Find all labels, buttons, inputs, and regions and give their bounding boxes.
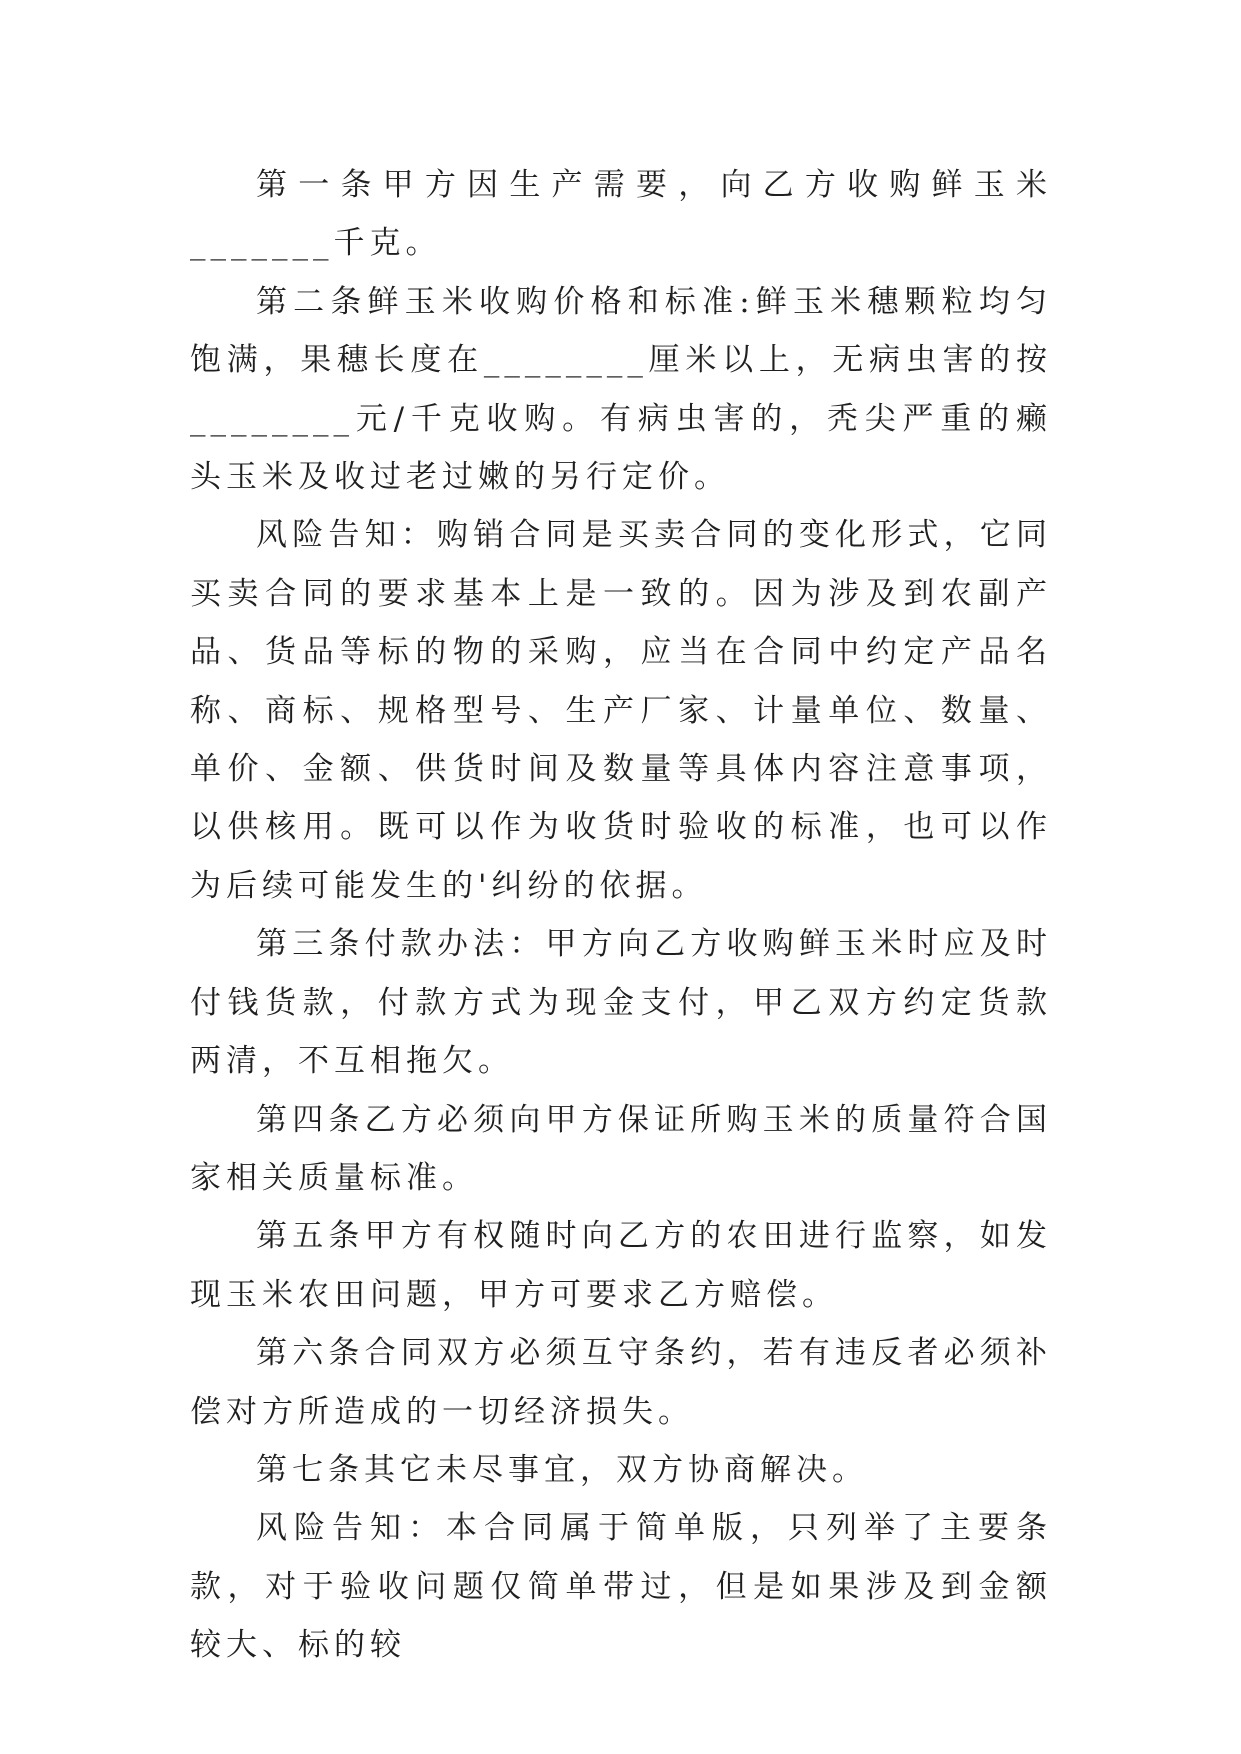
clause-1-paragraph: 第一条甲方因生产需要，向乙方收购鲜玉米_______千克。 [190, 167, 1052, 262]
clause-3-paragraph: 第三条付款办法：甲方向乙方收购鲜玉米时应及时付钱货款，付款方式为现金支付，甲乙双方约定货款两清，不互相拖欠。 [190, 926, 1052, 1080]
risk-notice-2-paragraph: 风险告知：本合同属于简单版，只列举了主要条款，对于验收问题仅简单带过，但是如果涉及到金额较大、标的较 [190, 1510, 1052, 1664]
clause-7-paragraph: 第七条其它未尽事宜，双方协商解决。 [256, 1451, 868, 1488]
clause-4-paragraph: 第四条乙方必须向甲方保证所购玉米的质量符合国家相关质量标准。 [190, 1101, 1052, 1196]
clause-5-paragraph: 第五条甲方有权随时向乙方的农田进行监察，如发现玉米农田问题，甲方可要求乙方赔偿。 [190, 1218, 1052, 1313]
risk-notice-paragraph: 风险告知：购销合同是买卖合同的变化形式，它同买卖合同的要求基本上是一致的。因为涉及到农副产品、货品等标的物的采购，应当在合同中约定产品名称、商标、规格型号、生产厂家、计量单位、数量、单价、金额、供货时间及数量等具体内容注意事项，以供核用。既可以作为收货时验收的标准，也可以作为后续可能发生的'纠纷的依据。 [190, 517, 1052, 904]
contract-body [190, 156, 1052, 1675]
clause-2-paragraph: 第二条鲜玉米收购价格和标准:鲜玉米穗颗粒均匀饱满，果穗长度在________厘米以上，无病虫害的按________元/千克收购。有病虫害的，秃尖严重的癞头玉米及收过老过嫩的另行定价。 [190, 283, 1052, 496]
clause-6-paragraph: 第六条合同双方必须互守条约，若有违反者必须补偿对方所造成的一切经济损失。 [190, 1335, 1052, 1430]
